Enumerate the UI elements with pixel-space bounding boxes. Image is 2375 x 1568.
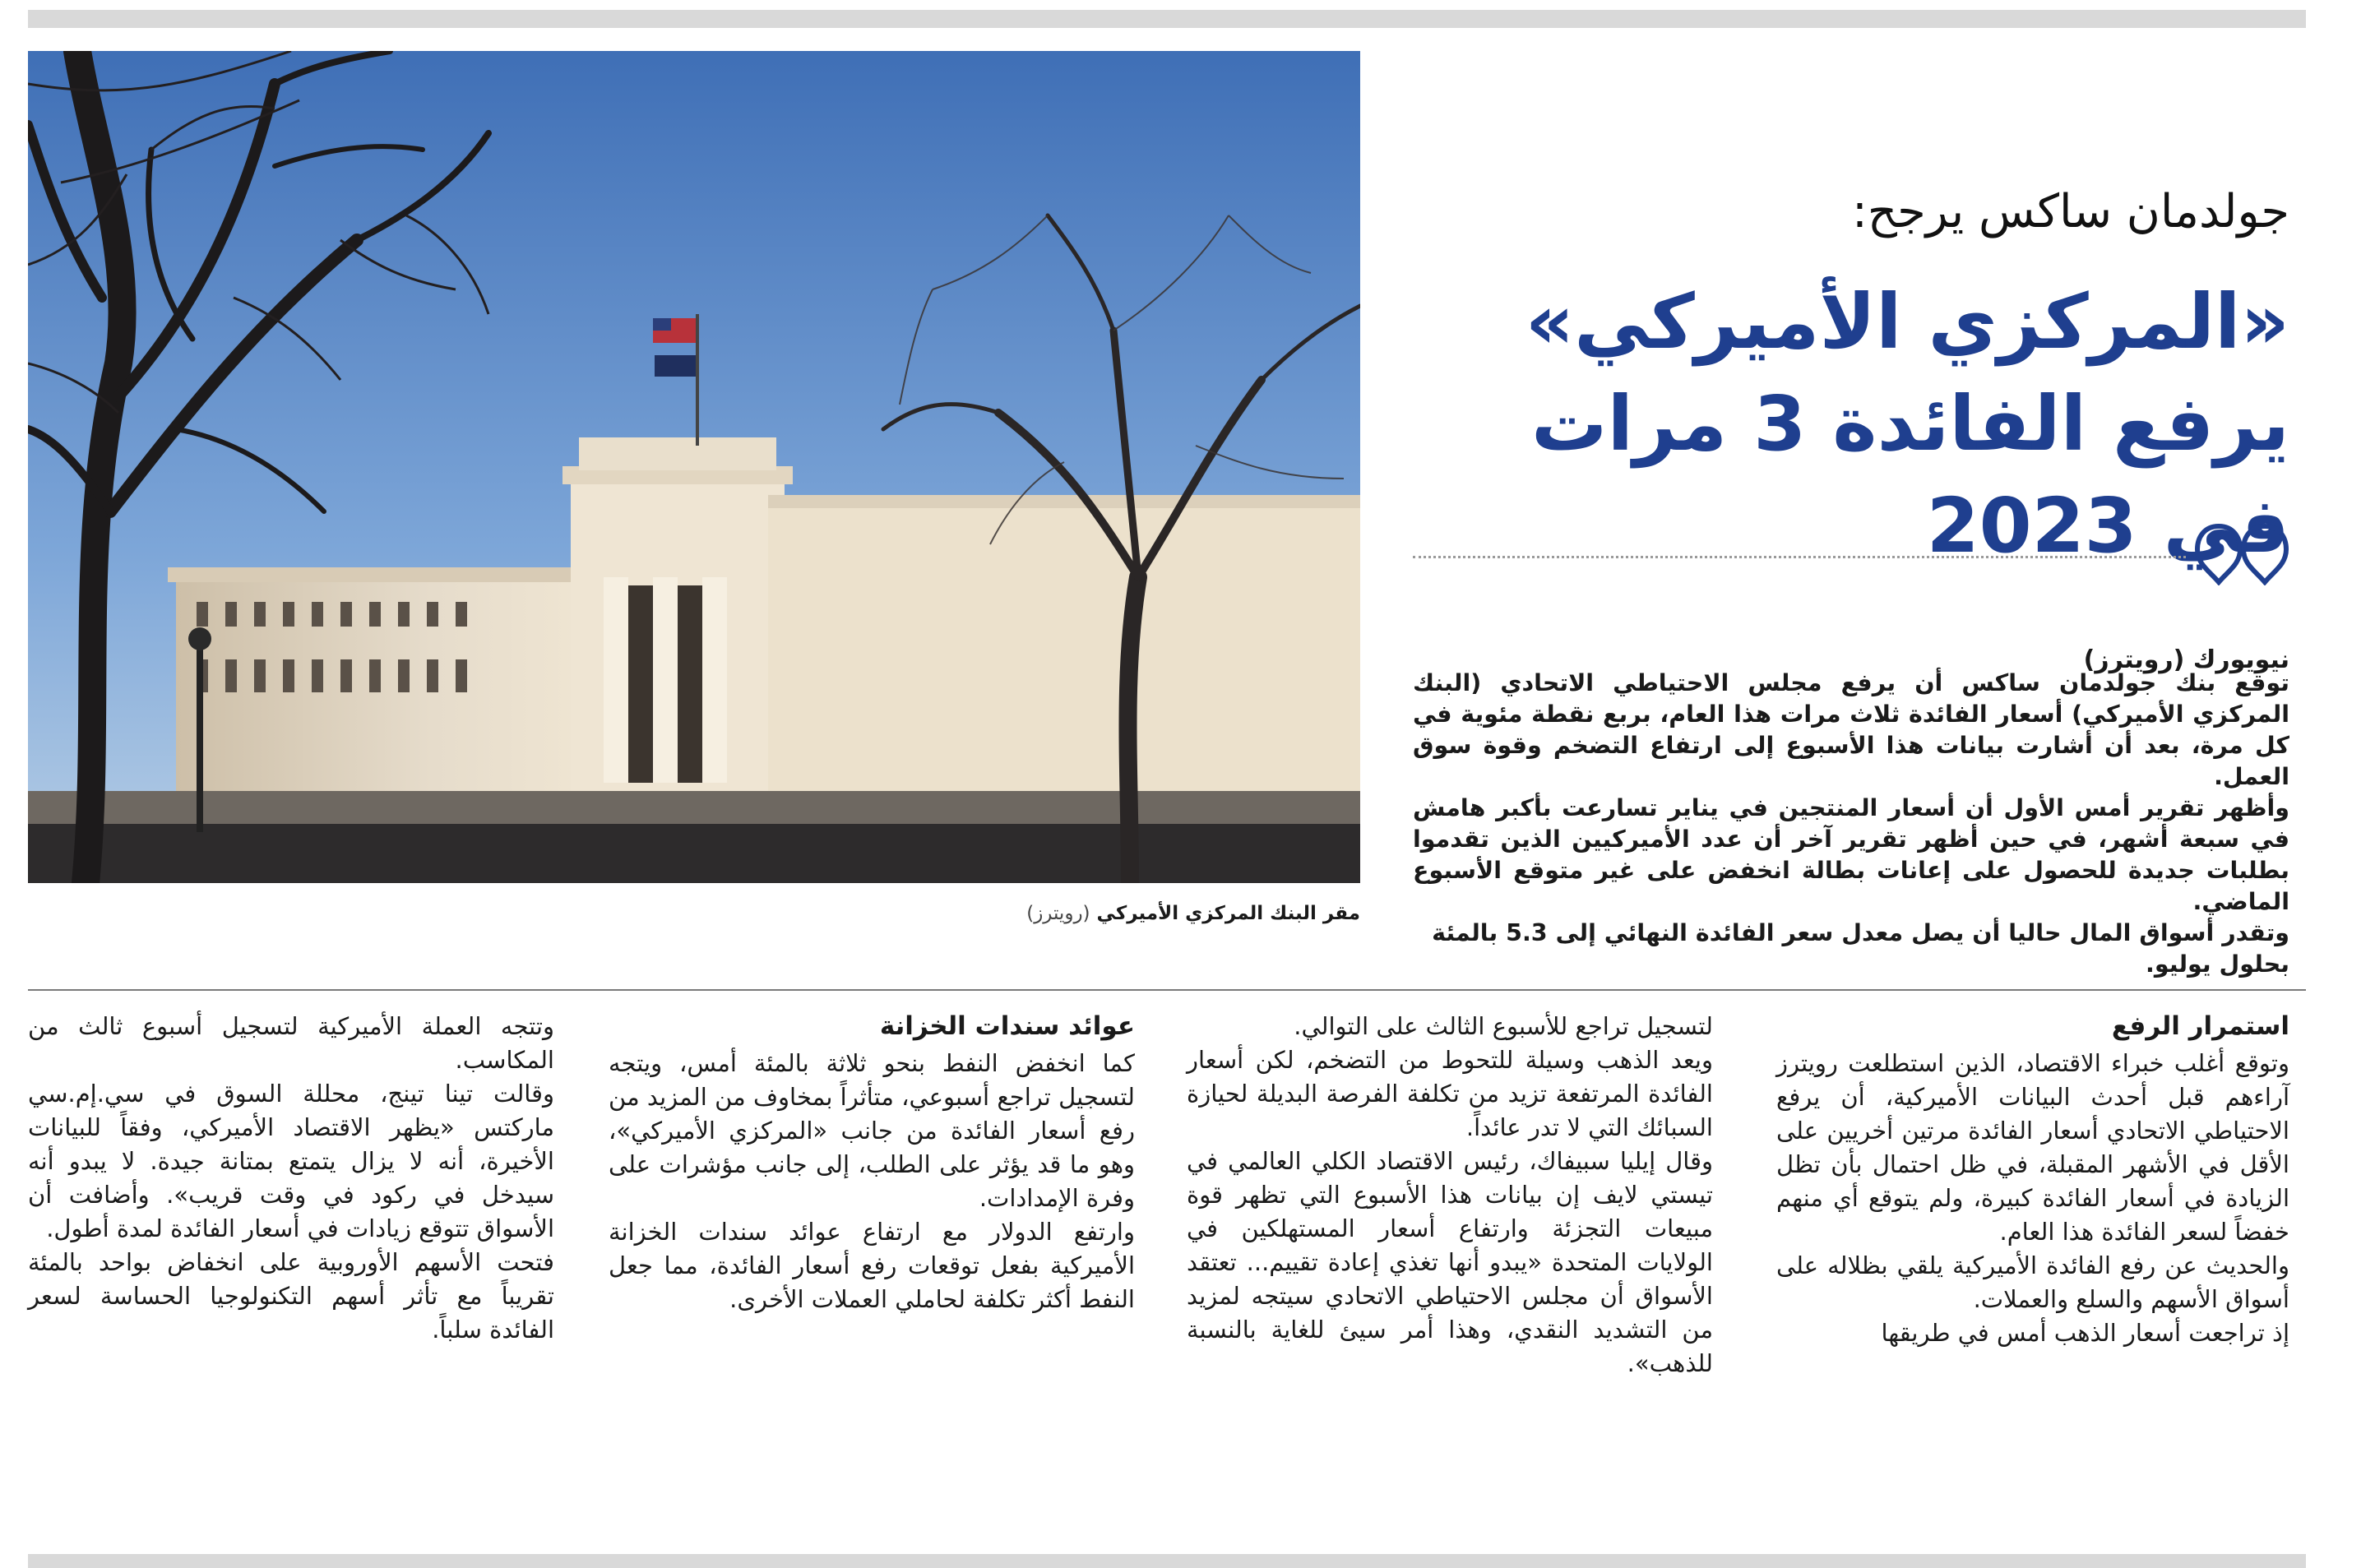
dotted-divider (1413, 556, 2186, 558)
body-paragraph: وقالت تينا تينج، محللة السوق في سي.إم.سي ماركتس «يظهر الاقتصاد الأميركي، وفقاً للبيانات الأخيرة، أنه لا يزال يتمتع بمتانة جيدة. لا يبدو أنه سيدخل في ركود في وقت قريب». وأضافت أن الأسواق تتوقع زيادات في أسعار الفائدة لمدة أطول. (28, 1080, 554, 1242)
article-column-2 (1187, 1010, 1713, 1381)
lead-paragraph: وأظهر تقرير أمس الأول أن أسعار المنتجين في يناير تسارعت بأكبر هامش في سبعة أشهر، في حين أظهر تقرير آخر أن عدد الأميركيين الذين تقدموا بطلبات جديدة للحصول على إعانات بطالة انخفض على غير متوقع الأسبوع الماضي. (1413, 794, 2289, 915)
photo-caption (905, 903, 1360, 924)
article-column-3 (609, 1010, 1135, 1316)
body-paragraph: ويعد الذهب وسيلة للتحوط من التضخم، لكن أسعار الفائدة المرتفعة تزيد من تكلفة الفرصة البديلة لحيازة السبائك التي لا تدر عائداً. (1187, 1046, 1713, 1141)
body-paragraph: والحديث عن رفع الفائدة الأميركية يلقي بظلاله على أسواق الأسهم والسلع والعملات. (1776, 1251, 2289, 1313)
body-paragraph: كما انخفض النفط بنحو ثلاثة بالمئة أمس، ويتجه لتسجيل تراجع أسبوعي، متأثراً بمخاوف من المزيد من رفع أسعار الفائدة من جانب «المركزي الأميركي»، وهو ما قد يؤثر على الطلب، إلى جانب مؤشرات على وفرة الإمدادات. (609, 1049, 1135, 1212)
caption-text: مقر البنك المركزي الأميركي (1096, 903, 1360, 924)
body-paragraph: وارتفع الدولار مع ارتفاع عوائد سندات الخزانة الأميركية بفعل توقعات رفع أسعار الفائدة، مما جعل النفط أكثر تكلفة لحاملي العملات الأخرى. (609, 1218, 1135, 1313)
lead-paragraphs (1413, 668, 2289, 980)
article-column-1 (1776, 1010, 2289, 1350)
top-rule (28, 10, 2306, 28)
section-separator (28, 989, 2306, 991)
subheading: استمرار الرفع (2111, 1011, 2289, 1041)
body-paragraph: وتوقع أغلب خبراء الاقتصاد، الذين استطلعت رويترز آراءهم قبل أحدث البيانات الأميركية، أن يرفع الاحتياطي الاتحادي أسعار الفائدة مرتين أخريين على الأقل في الأشهر المقبلة، في ظل احتمال بأن تظل الزيادة في أسعار الفائدة كبيرة، ولم يتوقع أي منهم خفضاً لسعر الفائدة هذا العام. (1776, 1049, 2289, 1246)
body-paragraph: وتتجه العملة الأميركية لتسجيل أسبوع ثالث من المكاسب. (28, 1012, 554, 1074)
article-column-4 (28, 1010, 554, 1347)
body-paragraph: وقال إيليا سبيفاك، رئيس الاقتصاد الكلي العالمي في تيستي لايف إن بيانات هذا الأسبوع التي تظهر قوة مبيعات التجزئة وارتفاع أسعار المستهلكين في الولايات المتحدة «يبدو أنها تغذي إعادة تقييم... تعتقد الأسواق أن مجلس الاحتياطي الاتحادي سيتجه لمزيد من التشديد النقدي، وهذا أمر سيئ للغاية بالنسبة للذهب». (1187, 1147, 1713, 1377)
dateline: نيويورك (رويترز) (2083, 645, 2289, 674)
bottom-rule (28, 1554, 2306, 1568)
caption-source: (رويترز) (1026, 903, 1090, 924)
lead-paragraph: توقع بنك جولدمان ساكس أن يرفع مجلس الاحتياطي الاتحادي (البنك المركزي الأميركي) أسعار الفائدة ثلاث مرات هذا العام، بربع نقطة مئوية في كل مرة، بعد أن أشارت بيانات هذا الأسبوع إلى ارتفاع التضخم وقوة سوق العمل. (1413, 669, 2289, 790)
subheading: عوائد سندات الخزانة (879, 1011, 1135, 1041)
body-paragraph: فتحت الأسهم الأوروبية على انخفاض بواحد بالمئة تقريباً مع تأثر أسهم التكنولوجيا الحساسة لسعر الفائدة سلباً. (28, 1248, 554, 1344)
headline-kicker: جولدمان ساكس يرجح: (1852, 185, 2289, 238)
body-paragraph: إذ تراجعت أسعار الذهب أمس في طريقها (1881, 1319, 2289, 1347)
fed-building-photo (28, 51, 1360, 883)
lead-paragraph: وتقدر أسواق المال حاليا أن يصل معدل سعر الفائدة النهائي إلى 5.3 بالمئة بحلول يوليو. (1432, 919, 2289, 978)
body-paragraph: لتسجيل تراجع للأسبوع الثالث على التوالي. (1294, 1012, 1713, 1040)
quote-marks-icon (2194, 523, 2289, 585)
headline-title: «المركزي الأميركي» يرفع الفائدة 3 مرات في 2023 (1525, 278, 2289, 570)
